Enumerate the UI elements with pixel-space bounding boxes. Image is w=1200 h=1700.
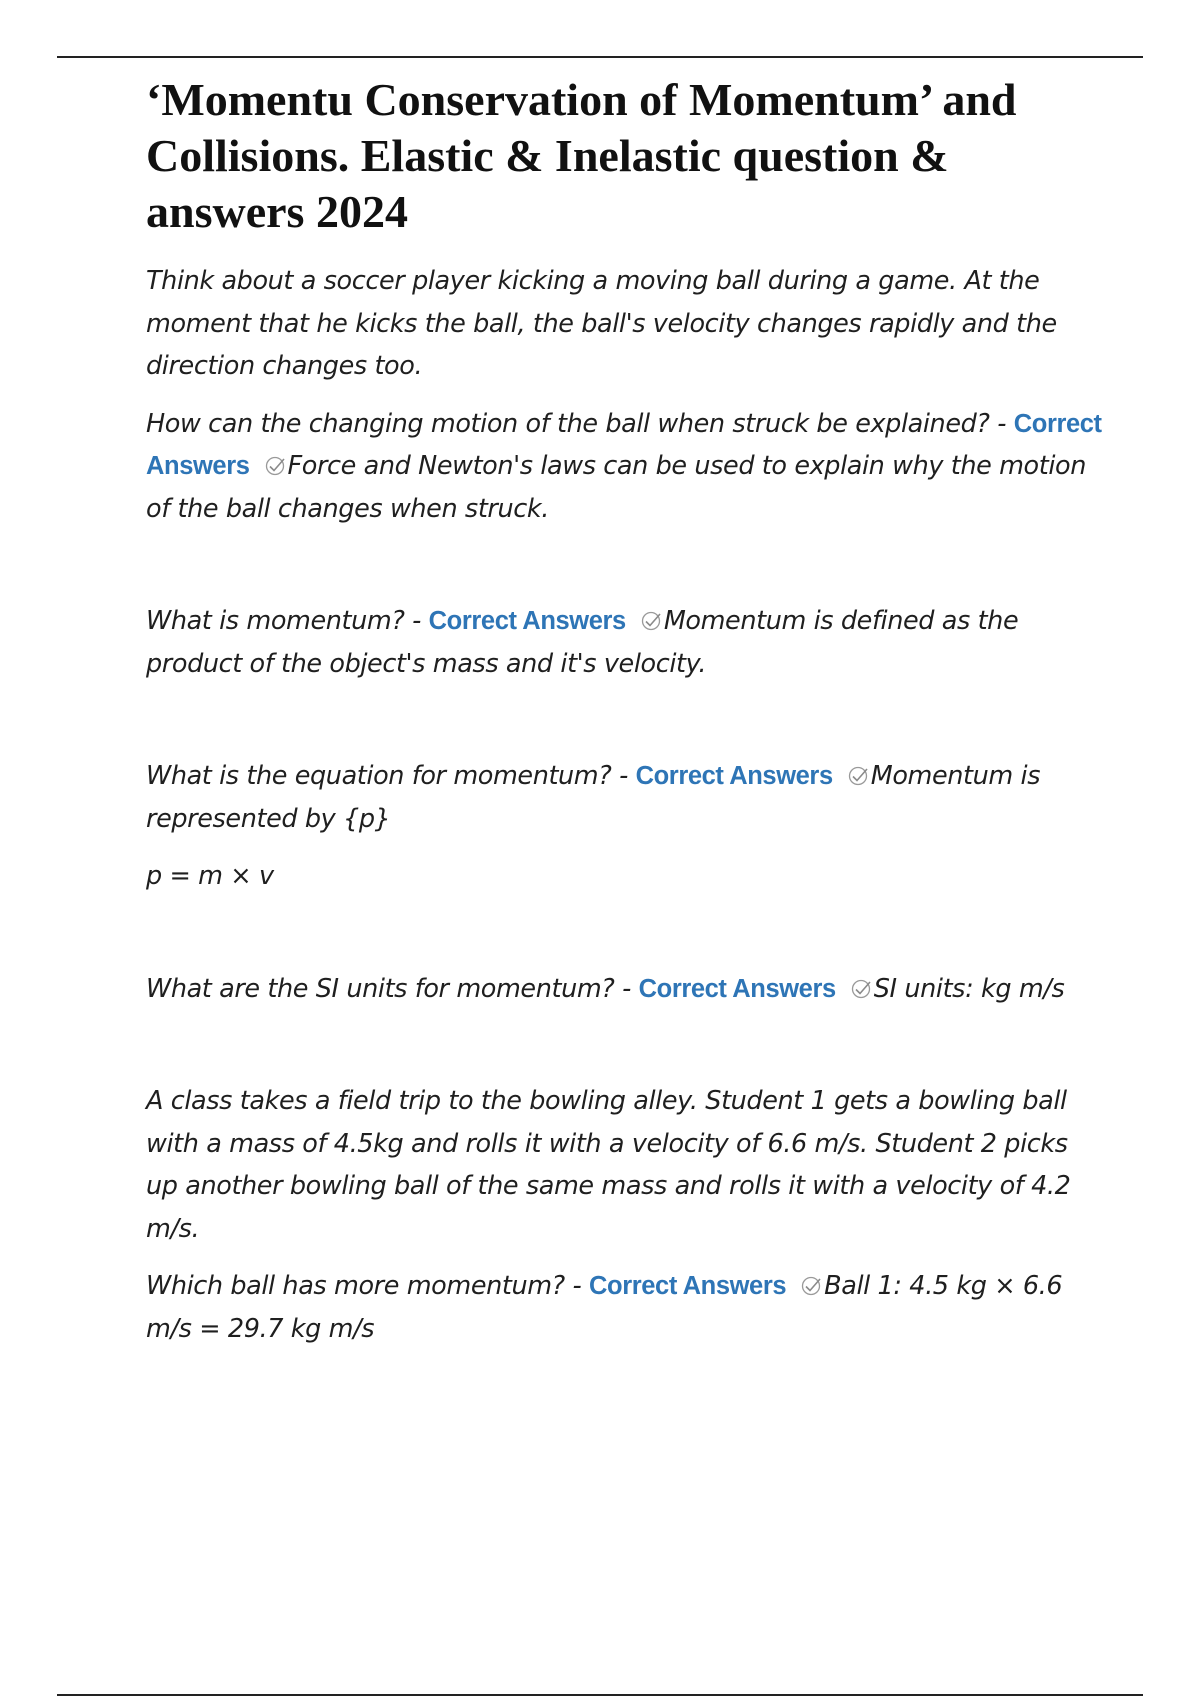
bottom-divider: [57, 1694, 1143, 1696]
top-divider: [57, 56, 1143, 58]
question-text: What are the SI units for momentum? -: [146, 973, 639, 1004]
document-title: ‘Momentu Conservation of Momentum’ and Collisions. Elastic & Inelastic question & answers 2024: [146, 74, 1017, 237]
correct-answers-label: Correct Answers: [428, 607, 626, 635]
qa-item: [146, 403, 1106, 531]
qa-item: [146, 755, 1106, 840]
intro-paragraph: Think about a soccer player kicking a moving ball during a game. At the moment that he kicks the ball, the ball's velocity changes rapidly and the direction changes too.: [146, 266, 1057, 381]
checkmark-icon: [800, 1276, 824, 1296]
correct-answers-label: Correct Answers: [146, 409, 1102, 480]
question-text: What is momentum? -: [146, 606, 429, 636]
qa-item: [146, 1265, 1106, 1350]
momentum-equation: p = m × v: [146, 861, 274, 891]
checkmark-icon: [850, 979, 874, 999]
qa-item: [146, 600, 1106, 685]
question-text: Which ball has more momentum? -: [146, 1271, 590, 1301]
checkmark-icon: [264, 456, 288, 476]
correct-answers-label: Correct Answers: [589, 1272, 787, 1300]
answer-text: Momentum is represented by {p}: [146, 761, 1041, 834]
answer-text: Force and Newton's laws can be used to explain why the motion of the ball changes when struck.: [146, 451, 1086, 524]
correct-answers-label: Correct Answers: [638, 974, 836, 1003]
answer-text: SI units: kg m/s: [873, 973, 1065, 1004]
answer-text: Ball 1: 4.5 kg × 6.6 m/s = 29.7 kg m/s: [146, 1271, 1063, 1344]
answer-text: Momentum is defined as the product of the object's mass and it's velocity.: [146, 606, 1019, 679]
document-body: [146, 72, 1106, 1350]
correct-answers-label: Correct Answers: [635, 762, 833, 790]
qa-item: [146, 968, 1106, 1011]
question-text: What is the equation for momentum? -: [146, 761, 636, 791]
checkmark-icon: [640, 611, 664, 631]
question-text: How can the changing motion of the ball when struck be explained? -: [146, 408, 1014, 439]
checkmark-icon: [847, 766, 871, 786]
scenario-paragraph: A class takes a field trip to the bowling alley. Student 1 gets a bowling ball with a mass of 4.5kg and rolls it with a velocity of 6.6 m/s. Student 2 picks up another bowling ball of the same mass and rolls it with a velocity of 4.2 m/s.: [146, 1086, 1071, 1244]
